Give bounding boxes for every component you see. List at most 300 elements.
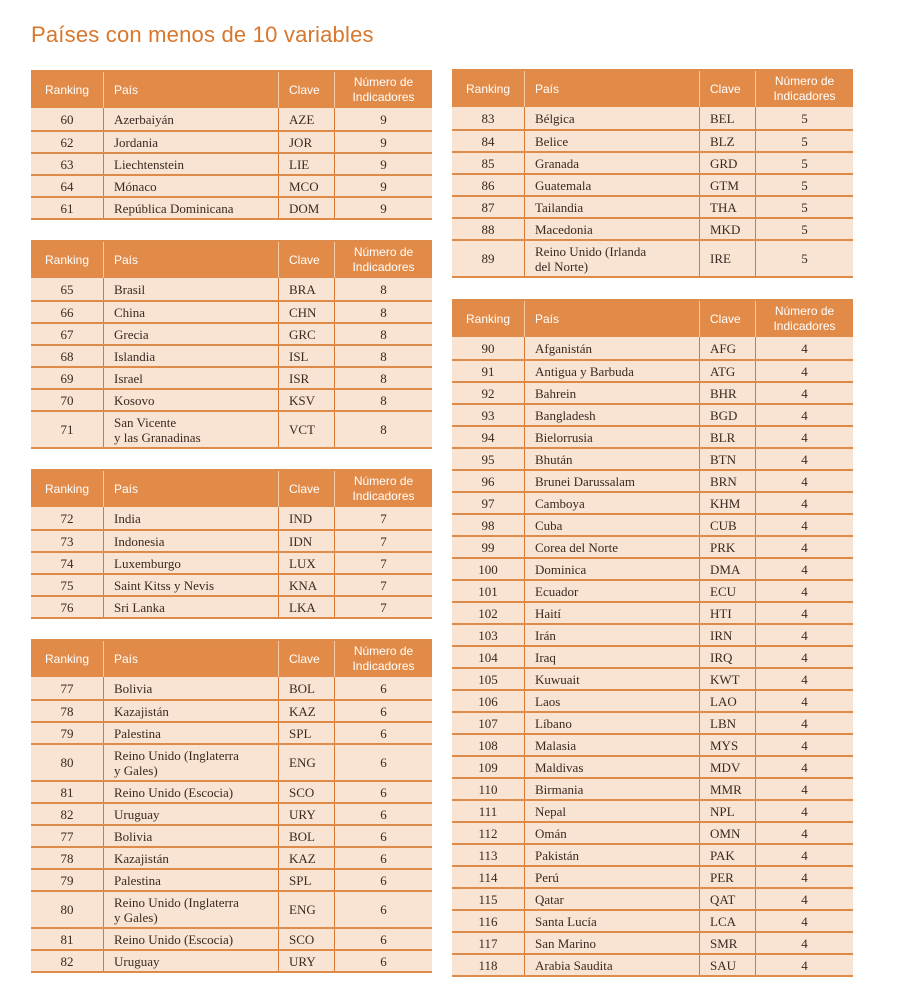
country-cell: Bélgica: [524, 107, 699, 129]
table-header: [31, 639, 432, 677]
country-cell: Maldivas: [524, 757, 699, 777]
code-cell: MDV: [699, 757, 755, 777]
ranking-cell: 61: [60, 200, 74, 216]
indicator-count-cell: 8: [334, 278, 432, 300]
header-numero-indicadores: Número de Indicadores: [755, 301, 853, 337]
indicator-count-cell: 6: [334, 951, 432, 971]
indicator-count-cell: 9: [334, 132, 432, 152]
indicator-count-cell: 4: [755, 845, 853, 865]
indicator-count-cell: 9: [334, 108, 432, 130]
code-cell: CUB: [699, 515, 755, 535]
indicator-count-cell: 5: [755, 197, 853, 217]
code-cell: URY: [278, 804, 334, 824]
table-row: [452, 667, 853, 689]
country-cell: Perú: [524, 867, 699, 887]
ranking-cell: 113: [478, 847, 498, 863]
country-cell: Reino Unido (Inglaterra y Gales): [103, 745, 278, 780]
table-row: [452, 865, 853, 887]
table-9-indicators: [31, 70, 432, 220]
ranking-cell: 79: [60, 725, 74, 741]
indicator-count-cell: 6: [334, 826, 432, 846]
indicator-count-cell: 6: [334, 848, 432, 868]
country-cell: Israel: [103, 368, 278, 388]
header-pais: País: [103, 471, 278, 507]
code-cell: MCO: [278, 176, 334, 196]
table-row: [452, 447, 853, 469]
ranking-cell: 94: [481, 429, 495, 445]
table-row: [452, 557, 853, 579]
table-row: [452, 195, 853, 217]
country-cell: Bahrein: [524, 383, 699, 403]
code-cell: BLR: [699, 427, 755, 447]
table-row: [452, 579, 853, 601]
country-cell: Reino Unido (Inglaterra y Gales): [103, 892, 278, 927]
header-pais: País: [103, 242, 278, 278]
country-cell: Antigua y Barbuda: [524, 361, 699, 381]
ranking-cell: 91: [481, 363, 495, 379]
country-cell: San Vicente y las Granadinas: [103, 412, 278, 447]
header-clave: Clave: [278, 242, 334, 278]
code-cell: LIE: [278, 154, 334, 174]
indicator-count-cell: 6: [334, 892, 432, 927]
ranking-cell: 109: [478, 759, 498, 775]
ranking-cell: 116: [478, 913, 498, 929]
country-cell: Brasil: [103, 278, 278, 300]
table-row: [452, 425, 853, 447]
ranking-cell: 60: [60, 111, 74, 127]
header-pais: País: [103, 72, 278, 108]
header-clave: Clave: [278, 72, 334, 108]
code-cell: SCO: [278, 929, 334, 949]
country-cell: Corea del Norte: [524, 537, 699, 557]
country-cell: Jordania: [103, 132, 278, 152]
code-cell: NPL: [699, 801, 755, 821]
ranking-cell: 102: [478, 605, 498, 621]
code-cell: VCT: [278, 412, 334, 447]
code-cell: HTI: [699, 603, 755, 623]
ranking-cell: 64: [60, 178, 74, 194]
indicator-count-cell: 4: [755, 383, 853, 403]
country-cell: Haití: [524, 603, 699, 623]
code-cell: QAT: [699, 889, 755, 909]
table-row: [31, 529, 432, 551]
country-cell: Malasia: [524, 735, 699, 755]
country-cell: Uruguay: [103, 951, 278, 971]
left-column: [31, 70, 432, 973]
indicator-count-cell: 5: [755, 241, 853, 276]
country-cell: Bolivia: [103, 826, 278, 846]
indicator-count-cell: 4: [755, 735, 853, 755]
code-cell: SPL: [278, 723, 334, 743]
ranking-cell: 89: [481, 251, 495, 266]
header-pais: País: [524, 301, 699, 337]
indicator-count-cell: 4: [755, 361, 853, 381]
header-clave: Clave: [699, 301, 755, 337]
ranking-cell: 80: [60, 902, 74, 917]
code-cell: THA: [699, 197, 755, 217]
header-numero-indicadores: Número de Indicadores: [334, 72, 432, 108]
indicator-count-cell: 4: [755, 449, 853, 469]
country-cell: Dominica: [524, 559, 699, 579]
table-row: [452, 337, 853, 359]
indicator-count-cell: 5: [755, 219, 853, 239]
table-row: [31, 824, 432, 846]
header-ranking: Ranking: [465, 81, 511, 96]
ranking-cell: 106: [478, 693, 498, 709]
table-row: [31, 743, 432, 780]
table-row: [452, 491, 853, 513]
ranking-cell: 112: [478, 825, 498, 841]
table-row: [31, 927, 432, 949]
ranking-cell: 93: [481, 407, 495, 423]
code-cell: IRQ: [699, 647, 755, 667]
table-row: [31, 780, 432, 802]
header-ranking: Ranking: [44, 651, 90, 666]
table-6-indicators: [31, 639, 432, 973]
country-cell: Qatar: [524, 889, 699, 909]
header-clave: Clave: [278, 641, 334, 677]
table-row: [31, 721, 432, 743]
ranking-cell: 107: [478, 715, 498, 731]
indicator-count-cell: 8: [334, 412, 432, 447]
code-cell: BGD: [699, 405, 755, 425]
code-cell: GTM: [699, 175, 755, 195]
table-row: [452, 217, 853, 239]
page-title: Países con menos de 10 variables: [31, 22, 374, 47]
code-cell: ISR: [278, 368, 334, 388]
code-cell: BLZ: [699, 131, 755, 151]
indicator-count-cell: 8: [334, 390, 432, 410]
indicator-count-cell: 4: [755, 713, 853, 733]
ranking-cell: 117: [478, 935, 498, 951]
ranking-cell: 77: [60, 828, 74, 844]
table-row: [452, 381, 853, 403]
ranking-cell: 101: [478, 583, 498, 599]
table-row: [31, 152, 432, 174]
indicator-count-cell: 9: [334, 198, 432, 218]
country-cell: Sri Lanka: [103, 597, 278, 617]
ranking-cell: 73: [60, 533, 74, 549]
country-cell: Palestina: [103, 870, 278, 890]
country-cell: Belice: [524, 131, 699, 151]
table-row: [31, 573, 432, 595]
indicator-count-cell: 4: [755, 801, 853, 821]
ranking-cell: 115: [478, 891, 498, 907]
code-cell: LKA: [278, 597, 334, 617]
code-cell: KSV: [278, 390, 334, 410]
code-cell: DOM: [278, 198, 334, 218]
table-row: [31, 890, 432, 927]
country-cell: Iraq: [524, 647, 699, 667]
header-numero-indicadores: Número de Indicadores: [334, 242, 432, 278]
ranking-cell: 85: [481, 155, 495, 171]
code-cell: KAZ: [278, 848, 334, 868]
country-cell: Laos: [524, 691, 699, 711]
code-cell: URY: [278, 951, 334, 971]
ranking-cell: 118: [478, 957, 498, 973]
indicator-count-cell: 7: [334, 575, 432, 595]
table-row: [31, 551, 432, 573]
code-cell: GRC: [278, 324, 334, 344]
table-row: [452, 359, 853, 381]
indicator-count-cell: 4: [755, 559, 853, 579]
country-cell: Uruguay: [103, 804, 278, 824]
ranking-cell: 81: [60, 784, 74, 800]
indicator-count-cell: 4: [755, 779, 853, 799]
indicator-count-cell: 8: [334, 302, 432, 322]
table-row: [452, 909, 853, 931]
table-header: [31, 469, 432, 507]
ranking-cell: 71: [60, 422, 74, 437]
country-cell: Liechtenstein: [103, 154, 278, 174]
table-row: [452, 513, 853, 535]
ranking-cell: 76: [60, 599, 74, 615]
table-4-indicators: [452, 299, 853, 977]
ranking-cell: 110: [478, 781, 498, 797]
indicator-count-cell: 6: [334, 723, 432, 743]
indicator-count-cell: 4: [755, 337, 853, 359]
header-clave: Clave: [278, 471, 334, 507]
indicator-count-cell: 5: [755, 153, 853, 173]
indicator-count-cell: 5: [755, 107, 853, 129]
indicator-count-cell: 4: [755, 515, 853, 535]
header-ranking: Ranking: [44, 481, 90, 496]
code-cell: BEL: [699, 107, 755, 129]
ranking-cell: 99: [481, 539, 495, 555]
table-row: [452, 931, 853, 953]
country-cell: Santa Lucía: [524, 911, 699, 931]
country-cell: Arabia Saudita: [524, 955, 699, 975]
code-cell: ENG: [278, 892, 334, 927]
header-numero-indicadores: Número de Indicadores: [334, 471, 432, 507]
code-cell: BTN: [699, 449, 755, 469]
table-row: [31, 699, 432, 721]
indicator-count-cell: 8: [334, 368, 432, 388]
table-row: [31, 802, 432, 824]
code-cell: PAK: [699, 845, 755, 865]
indicator-count-cell: 4: [755, 669, 853, 689]
indicator-count-cell: 4: [755, 889, 853, 909]
table-row: [452, 821, 853, 843]
code-cell: SAU: [699, 955, 755, 975]
code-cell: ISL: [278, 346, 334, 366]
indicator-count-cell: 6: [334, 870, 432, 890]
code-cell: BOL: [278, 677, 334, 699]
code-cell: ECU: [699, 581, 755, 601]
indicator-count-cell: 8: [334, 324, 432, 344]
country-cell: San Marino: [524, 933, 699, 953]
table-row: [31, 846, 432, 868]
table-row: [452, 535, 853, 557]
table-row: [452, 887, 853, 909]
table-row: [452, 799, 853, 821]
indicator-count-cell: 4: [755, 427, 853, 447]
code-cell: ATG: [699, 361, 755, 381]
indicator-count-cell: 4: [755, 823, 853, 843]
table-row: [31, 507, 432, 529]
ranking-cell: 82: [60, 806, 74, 822]
indicator-count-cell: 6: [334, 677, 432, 699]
ranking-cell: 79: [60, 872, 74, 888]
code-cell: GRD: [699, 153, 755, 173]
ranking-cell: 72: [60, 510, 74, 526]
ranking-cell: 81: [60, 931, 74, 947]
ranking-cell: 75: [60, 577, 74, 593]
indicator-count-cell: 4: [755, 691, 853, 711]
indicator-count-cell: 4: [755, 625, 853, 645]
ranking-cell: 88: [481, 221, 495, 237]
indicator-count-cell: 4: [755, 603, 853, 623]
table-row: [31, 410, 432, 447]
ranking-cell: 68: [60, 348, 74, 364]
table-row: [452, 755, 853, 777]
country-cell: Bielorrusia: [524, 427, 699, 447]
indicator-count-cell: 4: [755, 581, 853, 601]
indicator-count-cell: 5: [755, 175, 853, 195]
ranking-cell: 65: [60, 281, 74, 297]
ranking-cell: 62: [60, 134, 74, 150]
table-row: [31, 366, 432, 388]
code-cell: MMR: [699, 779, 755, 799]
table-row: [452, 107, 853, 129]
code-cell: AFG: [699, 337, 755, 359]
code-cell: LUX: [278, 553, 334, 573]
country-cell: Palestina: [103, 723, 278, 743]
indicator-count-cell: 4: [755, 955, 853, 975]
code-cell: BOL: [278, 826, 334, 846]
ranking-cell: 82: [60, 953, 74, 969]
code-cell: DMA: [699, 559, 755, 579]
table-header: [31, 70, 432, 108]
ranking-cell: 114: [478, 869, 498, 885]
table-8-indicators: [31, 240, 432, 449]
ranking-cell: 95: [481, 451, 495, 467]
code-cell: KNA: [278, 575, 334, 595]
ranking-cell: 92: [481, 385, 495, 401]
ranking-cell: 74: [60, 555, 74, 571]
table-row: [31, 300, 432, 322]
country-cell: China: [103, 302, 278, 322]
table-row: [452, 711, 853, 733]
country-cell: Indonesia: [103, 531, 278, 551]
indicator-count-cell: 9: [334, 176, 432, 196]
table-row: [31, 595, 432, 617]
right-column: [452, 69, 853, 977]
country-cell: Omán: [524, 823, 699, 843]
header-pais: País: [103, 641, 278, 677]
country-cell: Mónaco: [103, 176, 278, 196]
country-cell: Kuwuait: [524, 669, 699, 689]
table-7-indicators: [31, 469, 432, 619]
country-cell: Bangladesh: [524, 405, 699, 425]
table-header: [452, 299, 853, 337]
table-row: [31, 388, 432, 410]
country-cell: Islandia: [103, 346, 278, 366]
table-5-indicators: [452, 69, 853, 278]
indicator-count-cell: 7: [334, 507, 432, 529]
ranking-cell: 77: [60, 680, 74, 696]
ranking-cell: 66: [60, 304, 74, 320]
indicator-count-cell: 5: [755, 131, 853, 151]
ranking-cell: 83: [481, 110, 495, 126]
indicator-count-cell: 6: [334, 804, 432, 824]
code-cell: PER: [699, 867, 755, 887]
code-cell: KWT: [699, 669, 755, 689]
ranking-cell: 96: [481, 473, 495, 489]
country-cell: República Dominicana: [103, 198, 278, 218]
ranking-cell: 103: [478, 627, 498, 643]
table-row: [452, 469, 853, 491]
ranking-cell: 70: [60, 392, 74, 408]
country-cell: Cuba: [524, 515, 699, 535]
country-cell: Granada: [524, 153, 699, 173]
table-row: [452, 953, 853, 975]
indicator-count-cell: 4: [755, 757, 853, 777]
country-cell: Kazajistán: [103, 848, 278, 868]
indicator-count-cell: 4: [755, 493, 853, 513]
indicator-count-cell: 7: [334, 531, 432, 551]
table-row: [452, 777, 853, 799]
code-cell: ENG: [278, 745, 334, 780]
code-cell: SMR: [699, 933, 755, 953]
ranking-cell: 63: [60, 156, 74, 172]
code-cell: KAZ: [278, 701, 334, 721]
code-cell: IDN: [278, 531, 334, 551]
table-row: [452, 689, 853, 711]
country-cell: Reino Unido (Escocia): [103, 782, 278, 802]
code-cell: IRN: [699, 625, 755, 645]
header-numero-indicadores: Número de Indicadores: [334, 641, 432, 677]
header-pais: País: [524, 71, 699, 107]
table-row: [452, 601, 853, 623]
code-cell: BRN: [699, 471, 755, 491]
ranking-cell: 87: [481, 199, 495, 215]
indicator-count-cell: 4: [755, 647, 853, 667]
header-ranking: Ranking: [44, 252, 90, 267]
code-cell: OMN: [699, 823, 755, 843]
indicator-count-cell: 8: [334, 346, 432, 366]
indicator-count-cell: 4: [755, 933, 853, 953]
country-cell: Nepal: [524, 801, 699, 821]
ranking-cell: 78: [60, 703, 74, 719]
country-cell: Irán: [524, 625, 699, 645]
country-cell: Líbano: [524, 713, 699, 733]
indicator-count-cell: 4: [755, 867, 853, 887]
table-row: [452, 843, 853, 865]
country-cell: Ecuador: [524, 581, 699, 601]
country-cell: Kosovo: [103, 390, 278, 410]
table-row: [452, 239, 853, 276]
table-row: [31, 278, 432, 300]
country-cell: Reino Unido (Escocia): [103, 929, 278, 949]
country-cell: Reino Unido (Irlanda del Norte): [524, 241, 699, 276]
code-cell: LCA: [699, 911, 755, 931]
table-header: [452, 69, 853, 107]
table-row: [31, 868, 432, 890]
table-row: [31, 322, 432, 344]
indicator-count-cell: 4: [755, 537, 853, 557]
country-cell: India: [103, 507, 278, 529]
country-cell: Bolivia: [103, 677, 278, 699]
code-cell: LBN: [699, 713, 755, 733]
country-cell: Grecia: [103, 324, 278, 344]
table-row: [31, 130, 432, 152]
indicator-count-cell: 4: [755, 471, 853, 491]
table-row: [31, 196, 432, 218]
country-cell: Guatemala: [524, 175, 699, 195]
code-cell: PRK: [699, 537, 755, 557]
table-row: [31, 677, 432, 699]
